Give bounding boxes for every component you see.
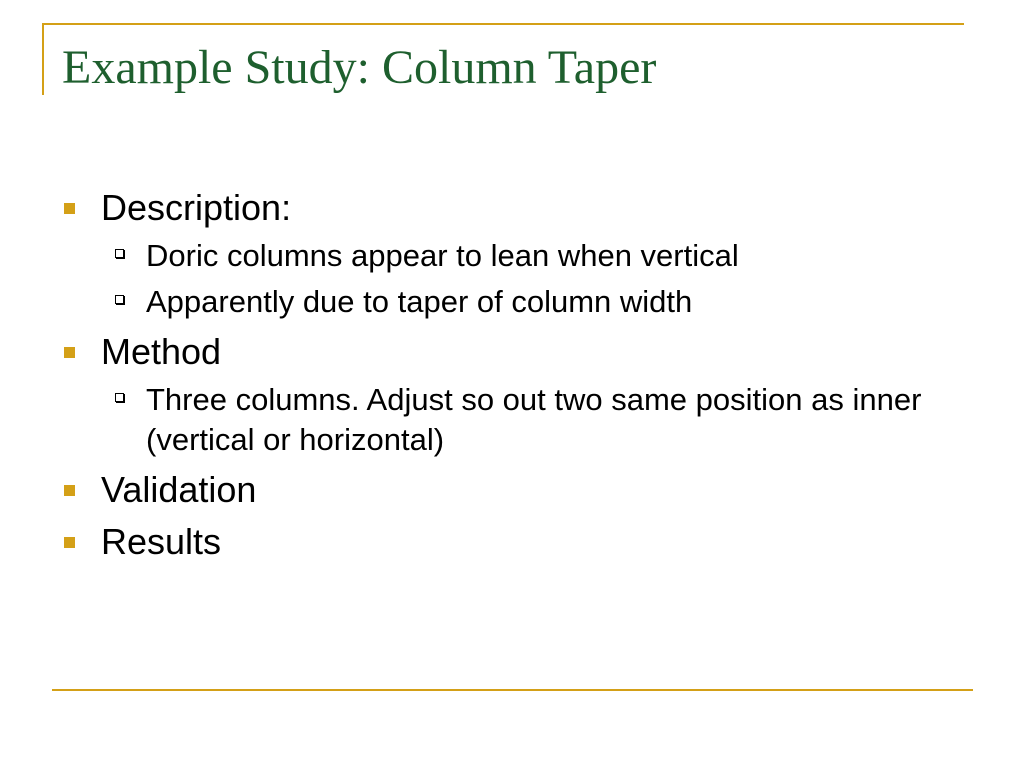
sub-bullet-text: Three columns. Adjust so out two same position as inner (vertical or horizontal) bbox=[146, 382, 922, 457]
square-bullet-icon bbox=[64, 203, 75, 214]
bullet-list bbox=[62, 186, 962, 564]
square-bullet-icon bbox=[64, 537, 75, 548]
bullet-text: Method bbox=[101, 331, 222, 372]
slide-title: Example Study: Column Taper bbox=[62, 41, 657, 94]
left-frame-line bbox=[42, 23, 44, 95]
bullet-item bbox=[62, 186, 962, 230]
bullet-item bbox=[62, 520, 962, 564]
square-bullet-icon bbox=[64, 347, 75, 358]
hollow-square-bullet-icon bbox=[115, 295, 124, 304]
bullet-text: Description: bbox=[101, 187, 292, 228]
sub-bullet-text: Doric columns appear to lean when vertical bbox=[146, 238, 739, 273]
bullet-text: Results bbox=[101, 521, 222, 562]
bottom-rule-line bbox=[52, 689, 973, 691]
top-frame-line bbox=[42, 23, 964, 25]
sub-bullet-item bbox=[146, 282, 946, 322]
bullet-item bbox=[62, 330, 962, 374]
hollow-square-bullet-icon bbox=[115, 249, 124, 258]
sub-bullet-text: Apparently due to taper of column width bbox=[146, 284, 693, 319]
hollow-square-bullet-icon bbox=[115, 393, 124, 402]
square-bullet-icon bbox=[64, 485, 75, 496]
sub-bullet-item bbox=[146, 380, 946, 460]
bullet-item bbox=[62, 468, 962, 512]
sub-bullet-item bbox=[146, 236, 946, 276]
bullet-text: Validation bbox=[101, 469, 257, 510]
